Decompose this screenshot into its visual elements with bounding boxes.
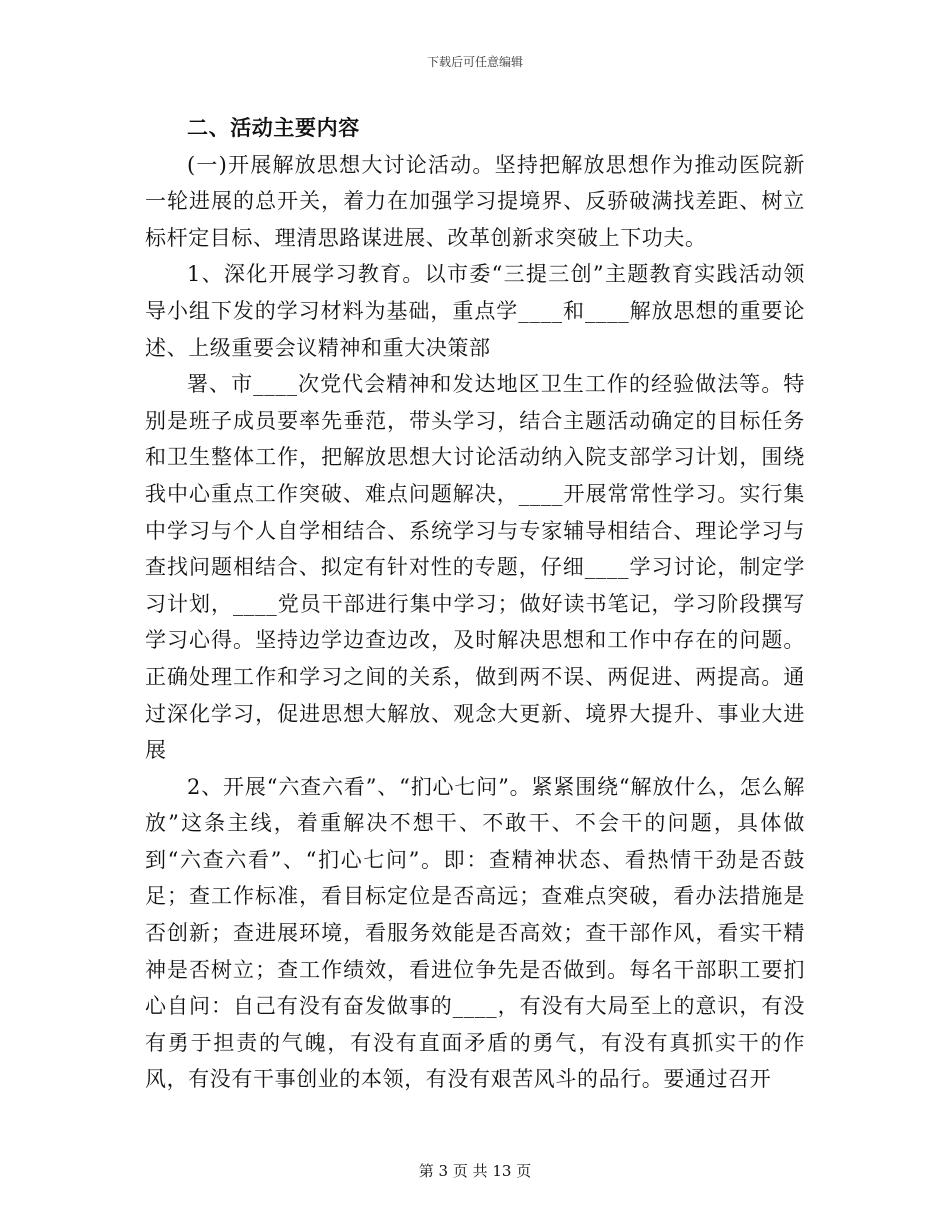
paragraph-study-education: 1、深化开展学习教育。以市委“三提三创”主题教育实践活动领导小组下发的学习材料为基础，重点学____和____解放思想的重要论述、上级重要会议精神和重大决策部	[145, 262, 805, 360]
paragraph-study-continued: 署、市____次党代会精神和发达地区卫生工作的经验做法等。特别是班子成员要率先垂范，带头学习，结合主题活动确定的目标任务和卫生整体工作，把解放思想大讨论活动纳入院支部学习计划，围绕我中心重点工作突破、难点问题解决，____开展常常性学习。实行集中学习与个人自学相结合、系统学习与专家辅导相结合、理论学习与查找问题相结合、拟定有针对性的专题，仔细____学习讨论，制定学习计划，____党员干部进行集中学习；做好读书笔记，学习阶段撰写学习心得。坚持边学边查边改，及时解决思想和工作中存在的问题。正确处理工作和学习之间的关系，做到两不误、两促进、两提高。通过深化学习，促进思想大解放、观念大更新、境界大提升、事业大进展	[145, 372, 805, 763]
section-heading: 二、活动主要内容	[187, 116, 360, 140]
paragraph-intro: (一)开展解放思想大讨论活动。坚持把解放思想作为推动医院新一轮进展的总开关，着力在加强学习提境界、反骄破满找差距、树立标杆定目标、理清思路谋进展、改革创新求突破上下功夫。	[145, 152, 805, 250]
header-note: 下载后可任意编辑	[426, 55, 523, 69]
document-body	[145, 110, 805, 1098]
page-number: 第 3 页 共 13 页	[418, 1162, 532, 1180]
paragraph-six-checks: 2、开展“六查六看”、“扪心七问”。紧紧围绕“解放什么，怎么解放”这条主线，着重解决不想干、不敢干、不会干的问题，具体做到“六查六看”、“扪心七问”。即：查精神状态、看热情干劲是否鼓足；查工作标准，看目标定位是否高远；查难点突破，看办法措施是否创新；查进展环境，看服务效能是否高效；查干部作风，看实干精神是否树立；查工作绩效，看进位争先是否做到。每名干部职工要扪心自问：自己有没有奋发做事的____，有没有大局至上的意识，有没有勇于担责的气魄，有没有直面矛盾的勇气，有没有真抓实干的作风，有没有干事创业的本领，有没有艰苦风斗的品行。要通过召开	[145, 774, 805, 1092]
